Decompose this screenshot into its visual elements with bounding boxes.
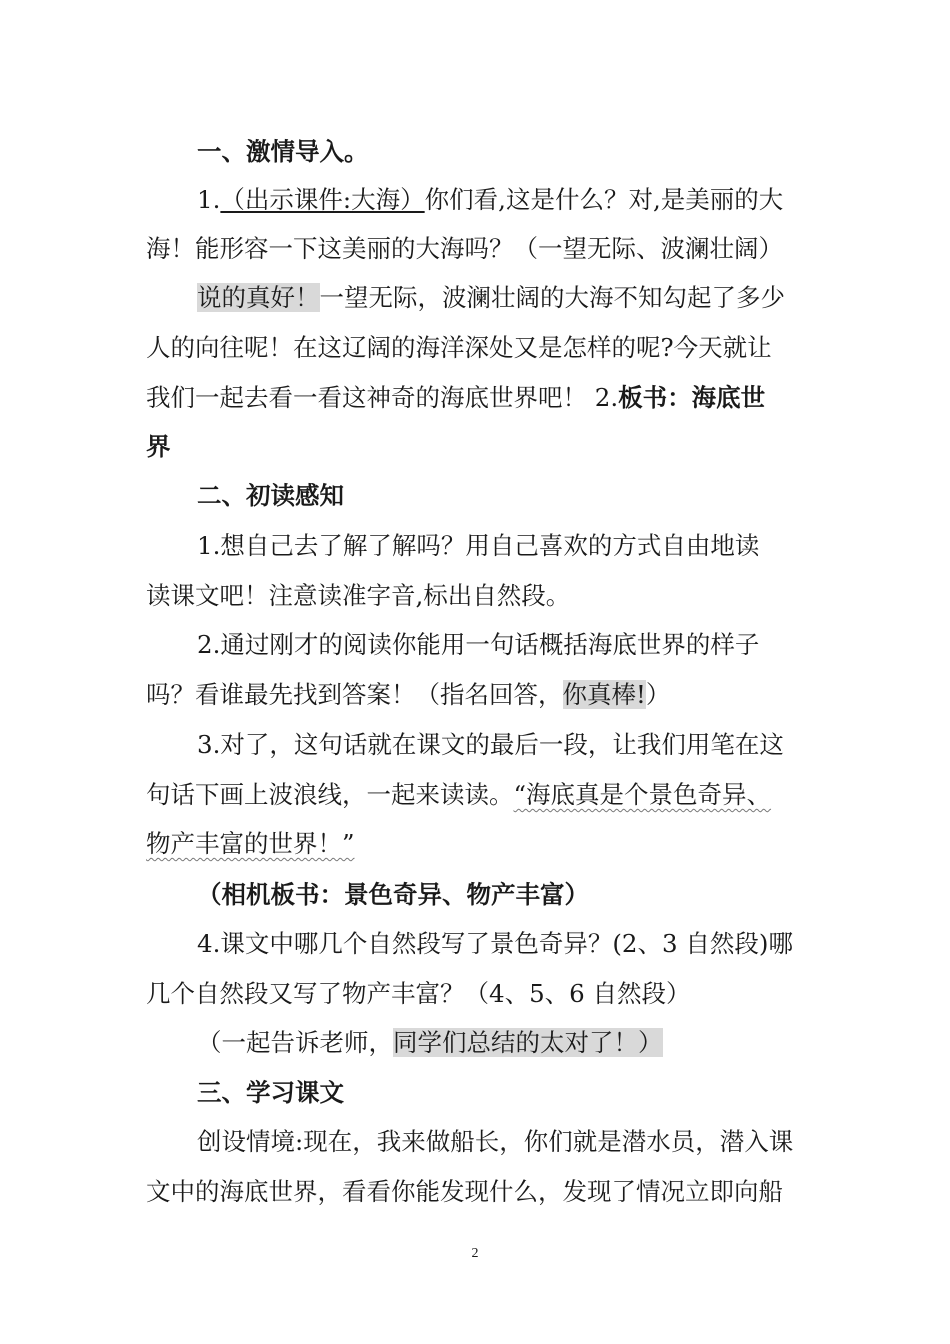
section2-board-writing: （相机板书：景色奇异、物产丰富） — [197, 880, 589, 909]
section2-q1-line2: 读课文吧！注意读准字音,标出自然段。 — [146, 581, 571, 610]
section2-q2-line2: 吗？看谁最先找到答案！（指名回答，你真棒!） — [146, 680, 671, 709]
quoted-sentence: “海底真是个景色奇异、 — [513, 780, 772, 809]
section2-q3-line2: 句话下画上波浪线，一起来读读。“海底真是个景色奇异、 — [146, 780, 772, 809]
section2-q4-line1: 4.课文中哪几个自然段写了景色奇异？(2、3 自然段)哪 — [197, 929, 793, 958]
section1-paragraph2-line1: 说的真好！一望无际，波澜壮阔的大海不知勾起了多少 — [197, 283, 785, 312]
section1-paragraph1-line1: 1.（出示课件:大海）你们看,这是什么？对,是美丽的大 — [197, 185, 784, 214]
section2-q3-line3 — [146, 829, 950, 859]
praise-highlight: 说的真好！ — [197, 283, 320, 312]
section1-paragraph1-line2: 海！能形容一下这美丽的大海吗？（一望无际、波澜壮阔） — [146, 234, 783, 263]
section3-line2: 文中的海底世界，看看你能发现什么，发现了情况立即向船 — [146, 1177, 783, 1206]
section3-line1: 创设情境:现在，我来做船长，你们就是潜水员，潜入课 — [197, 1127, 794, 1156]
section1-paragraph2-line2: 人的向往呢！在这辽阔的海洋深处又是怎样的呢?今天就让 — [146, 333, 772, 362]
section2-q3-line1: 3.对了，这句话就在课文的最后一段，让我们用笔在这 — [197, 730, 784, 759]
section1-heading: 一、激情导入。 — [197, 137, 369, 166]
section2-heading: 二、初读感知 — [197, 481, 344, 510]
quoted-sentence-continued: 物产丰富的世界！” — [146, 829, 355, 858]
praise-highlight: 同学们总结的太对了！） — [393, 1028, 663, 1057]
praise-highlight: 你真棒! — [562, 680, 646, 709]
section2-q2-line1: 2.通过刚才的阅读你能用一句话概括海底世界的样子 — [197, 630, 760, 659]
section3-heading: 三、学习课文 — [197, 1078, 344, 1107]
section1-paragraph2-line3: 我们一起去看一看这神奇的海底世界吧！ 2.板书：海底世 — [146, 383, 766, 412]
courseware-note: （出示课件:大海） — [220, 185, 425, 214]
section2-q4-line2: 几个自然段又写了物产丰富？（4、5、6 自然段） — [146, 979, 691, 1008]
board-writing-continued: 界 — [146, 432, 171, 461]
section2-q1-line1: 1.想自己去了解了解吗？用自己喜欢的方式自由地读 — [197, 531, 760, 560]
section2-note: （一起告诉老师，同学们总结的太对了！） — [197, 1028, 663, 1057]
page-number: 2 — [471, 1246, 479, 1261]
board-writing: 板书：海底世 — [618, 383, 766, 412]
